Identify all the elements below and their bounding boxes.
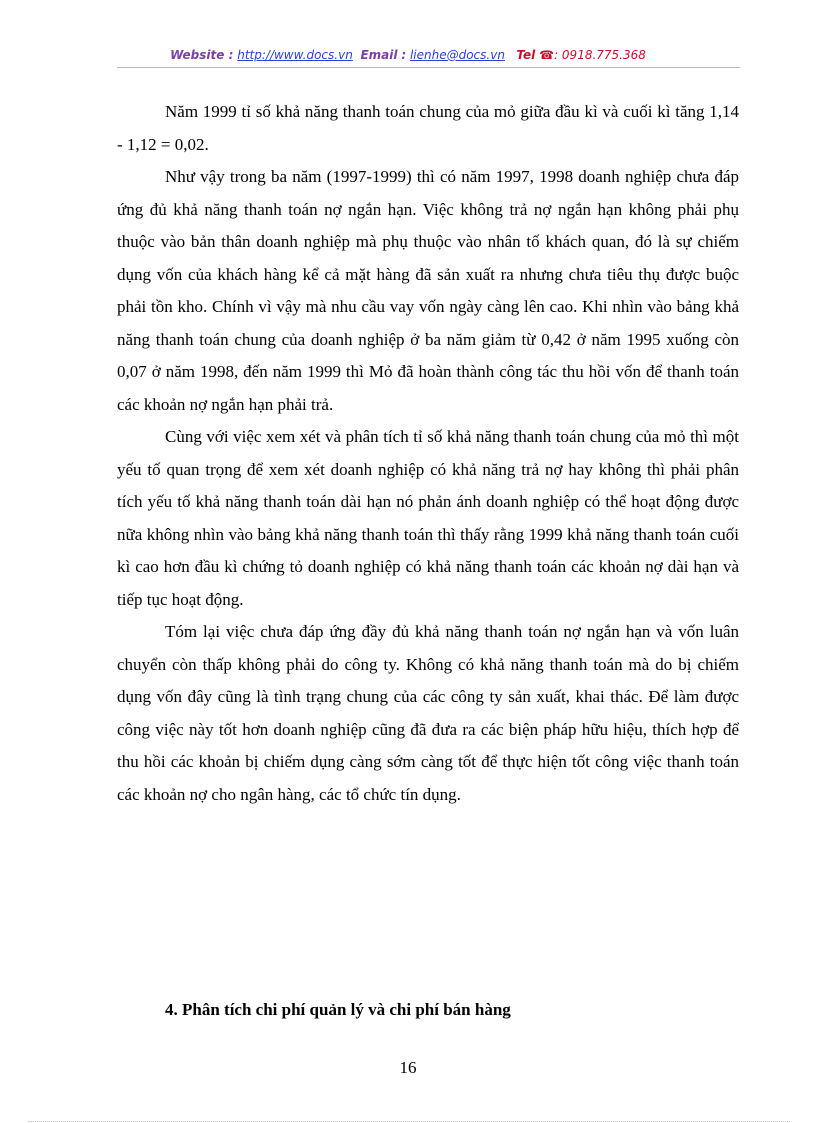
paragraph: Cùng với việc xem xét và phân tích tỉ số khả năng thanh toán chung của mỏ thì một yếu tố quan trọng để xem xét doanh nghiệp có khả năng trả nợ hay không thì phải phân tích yếu tố khả năng thanh toán dài hạn nó phản ánh doanh nghiệp có thể hoạt động được nữa không nhìn vào bảng khả năng thanh toán thì thấy rằng 1999 khả năng thanh toán cuối kì cao hơn đầu kì chứng tỏ doanh nghiệp có khả năng thanh toán các khoản nợ dài hạn và tiếp tục hoạt động.	[117, 427, 739, 609]
website-link[interactable]: http://www.docs.vn	[237, 48, 353, 62]
email-label: Email	[360, 48, 398, 62]
phone-icon: ☎	[539, 48, 555, 62]
email-link[interactable]: lienhe@docs.vn	[409, 48, 505, 62]
paragraph: Năm 1999 tỉ số khả năng thanh toán chung của mỏ giữa đầu kì và cuối kì tăng 1,14 - 1,12 = 0,02.	[117, 102, 739, 154]
paragraph: Như vậy trong ba năm (1997-1999) thì có năm 1997, 1998 doanh nghiệp chưa đáp ứng đủ khả năng thanh toán nợ ngắn hạn. Việc không trả nợ ngắn hạn không phải phụ thuộc vào bản thân doanh nghiệp mà phụ thuộc vào nhân tố khách quan, đó là sự chiếm dụng vốn của khách hàng kể cả mặt hàng đã sản xuất ra nhưng chưa tiêu thụ được buộc phải tồn kho. Chính vì vậy mà nhu cầu vay vốn ngày càng lên cao. Khi nhìn vào bảng khả năng thanh toán chung của doanh nghiệp ở ba năm giảm từ 0,42 ở năm 1995 xuống còn 0,07 ở năm 1998, đến năm 1999 thì Mỏ đã hoàn thành công tác thu hồi vốn để thanh toán các khoản nợ ngắn hạn phải trả.	[117, 167, 739, 414]
paragraph: Tóm lại việc chưa đáp ứng đầy đủ khả năng thanh toán nợ ngắn hạn và vốn luân chuyển còn thấp không phải do công ty. Không có khả năng thanh toán mà do bị chiếm dụng vốn đây cũng là tình trạng chung của các công ty sản xuất, khai thác. Để làm được công việc này tốt hơn doanh nghiệp cũng đã đưa ra các biện pháp hữu hiệu, thích hợp để thu hồi các khoản bị chiếm dụng càng sớm càng tốt để thực hiện tốt công việc thanh toán các khoản nợ cho ngân hàng, các tổ chức tín dụng.	[117, 622, 739, 804]
document-body	[117, 96, 739, 811]
page-number: 16	[399, 1058, 417, 1077]
header-divider	[117, 67, 740, 68]
website-label: Website :	[170, 48, 234, 62]
tel-value: : 0918.775.368	[554, 48, 646, 62]
tel-label: Tel	[516, 48, 536, 62]
page-header	[0, 48, 816, 62]
section-heading: 4. Phân tích chi phí quản lý và chi phí bán hàng	[165, 1000, 511, 1019]
page-bottom-divider	[28, 1121, 790, 1122]
email-separator: :	[401, 48, 407, 62]
